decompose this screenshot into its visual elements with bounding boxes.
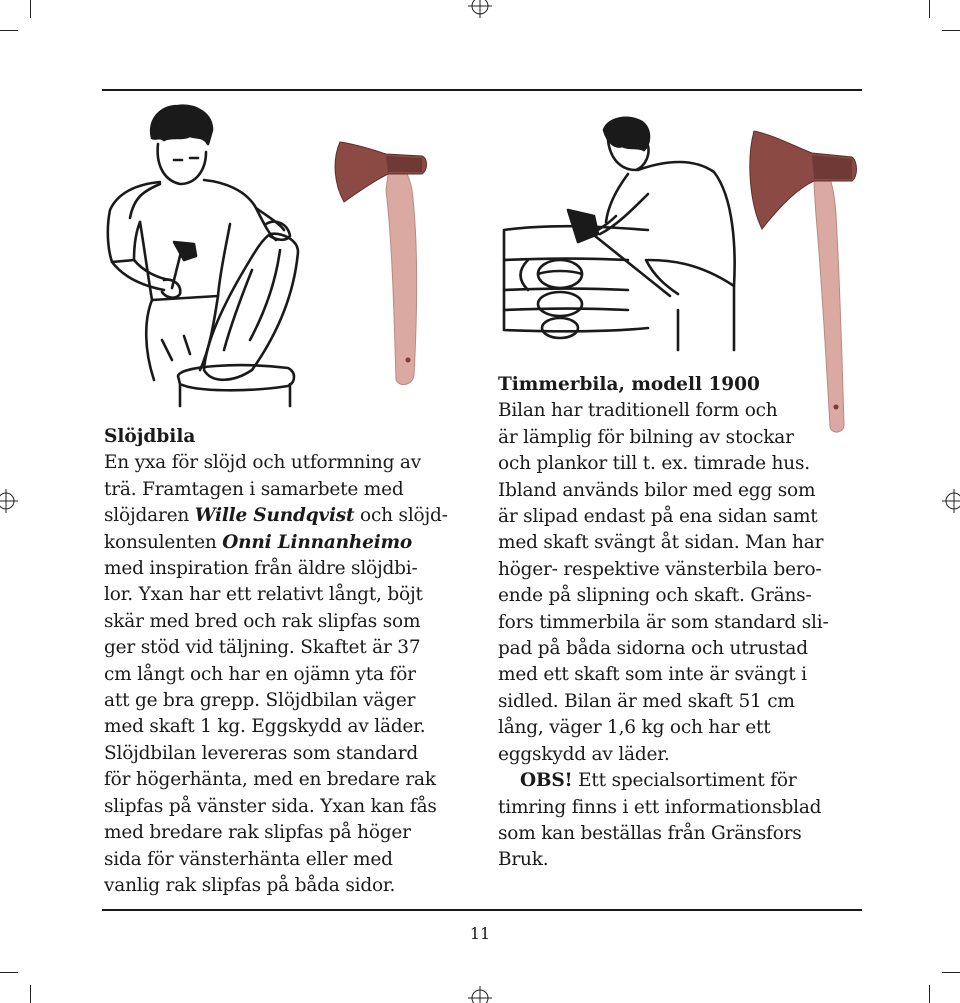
crop-mark bbox=[942, 972, 960, 973]
text-line: konsulenten Onni Linnanheimo bbox=[104, 531, 413, 553]
text-line: timring finns i ett informationsblad bbox=[498, 796, 822, 818]
text-line: vanlig rak slipfas på båda sidor. bbox=[104, 874, 396, 896]
text-line: med skaft svängt åt sidan. Man har bbox=[498, 532, 824, 554]
registration-mark-icon bbox=[940, 487, 960, 515]
top-rule bbox=[102, 89, 862, 91]
text-line: lor. Yxan har ett relativt långt, böjt bbox=[104, 584, 423, 606]
text-line: fors timmerbila är som standard sli- bbox=[498, 611, 829, 633]
text-line: Ibland används bilor med egg som bbox=[498, 479, 816, 501]
crop-mark bbox=[942, 30, 960, 31]
text-line: med bredare rak slipfas på höger bbox=[104, 822, 411, 844]
name-wille-sundqvist: Wille Sundqvist bbox=[194, 505, 355, 527]
bottom-rule bbox=[102, 909, 862, 911]
text-line: höger- respektive vänsterbila bero- bbox=[498, 558, 822, 580]
text-line: ende på slipning och skaft. Gräns- bbox=[498, 585, 812, 607]
obs-label: OBS! bbox=[520, 770, 573, 792]
text-line: är lämplig för bilning av stockar bbox=[498, 426, 794, 448]
text-line: trä. Framtagen i samarbete med bbox=[104, 478, 404, 500]
text-line: Bruk. bbox=[498, 849, 549, 871]
text-line: med inspiration från äldre slöjdbi- bbox=[104, 558, 418, 580]
text-line: är slipad endast på ena sidan samt bbox=[498, 506, 818, 528]
crop-mark bbox=[929, 985, 930, 1003]
text-line: Bilan har traditionell form och bbox=[498, 400, 778, 422]
text-line: slöjdaren Wille Sundqvist och slöjd- bbox=[104, 505, 448, 527]
text-line: Slöjdbilan levereras som standard bbox=[104, 742, 418, 764]
text-line: med skaft 1 kg. Eggskydd av läder. bbox=[104, 716, 426, 738]
text-line: och plankor till t. ex. timrade hus. bbox=[498, 453, 810, 475]
page-number: 11 bbox=[469, 924, 491, 943]
text-line: ger stöd vid täljning. Skaftet är 37 bbox=[104, 637, 421, 659]
text-line: för högerhänta, med en bredare rak bbox=[104, 769, 436, 791]
text-line: att ge bra grepp. Slöjdbilan väger bbox=[104, 690, 416, 712]
text-line: sidled. Bilan är med skaft 51 cm bbox=[498, 690, 795, 712]
text-line: slipfas på vänster sida. Yxan kan fås bbox=[104, 795, 437, 817]
text-line: cm långt och har en ojämn yta för bbox=[104, 663, 416, 685]
text-line: lång, väger 1,6 kg och har ett bbox=[498, 717, 771, 739]
text-line: En yxa för slöjd och utformning av bbox=[104, 452, 421, 474]
crop-mark bbox=[30, 0, 31, 18]
hewing-illustration bbox=[498, 110, 748, 360]
name-onni-linnanheimo: Onni Linnanheimo bbox=[222, 531, 413, 553]
text-line: sida för vänsterhänta eller med bbox=[104, 848, 393, 870]
registration-mark-icon bbox=[466, 0, 494, 20]
text-line: som kan beställas från Gränsfors bbox=[498, 822, 802, 844]
carving-illustration bbox=[100, 100, 305, 410]
right-column bbox=[498, 372, 829, 874]
crop-mark bbox=[929, 0, 930, 18]
crop-mark bbox=[0, 972, 18, 973]
text-line: skär med bred och rak slipfas som bbox=[104, 610, 421, 632]
slojdbila-heading: Slöjdbila bbox=[104, 426, 196, 447]
left-column bbox=[104, 424, 448, 899]
registration-mark-icon bbox=[466, 984, 494, 1003]
timmerbila-heading: Timmerbila, modell 1900 bbox=[498, 374, 760, 395]
text-line: pad på båda sidorna och utrustad bbox=[498, 638, 808, 660]
text-line: med ett skaft som inte är svängt i bbox=[498, 664, 807, 686]
text-line: OBS! Ett specialsortiment för bbox=[520, 770, 797, 792]
slojdbila-axe-icon bbox=[330, 130, 450, 390]
registration-mark-icon bbox=[0, 487, 20, 515]
crop-mark bbox=[0, 30, 18, 31]
text-line: eggskydd av läder. bbox=[498, 743, 670, 765]
crop-mark bbox=[30, 985, 31, 1003]
